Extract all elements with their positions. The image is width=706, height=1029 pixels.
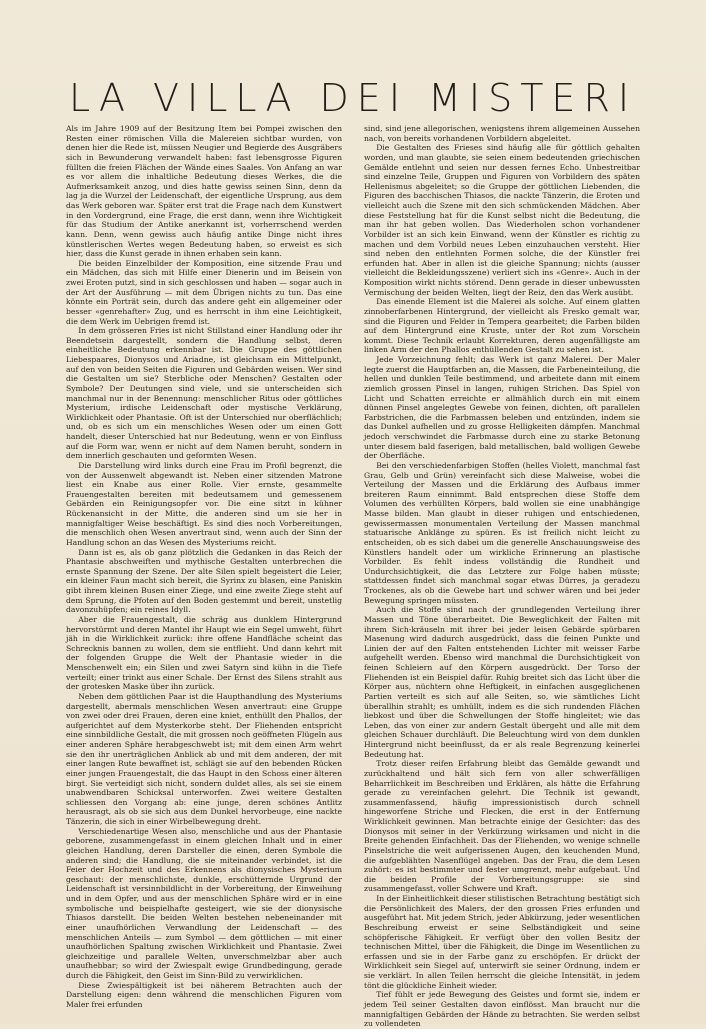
paragraph: Bei den verschiedenfarbigen Stoffen (helles Violett, manchmal fast Grau, Gelb und Grün) vereinfacht sich diese Malweise, wobei die Verteilung der Massen und die Erklärung des Aufbaus immer breiteren Raum einnimmt. Bald entsprechen diese Stoffe dem Volumen des verhüllten Körpers, bald wollen sie eine unabhängige Masse bilden. Man glaubt in dieser ruhigen und entschiedenen, gewissermassen monumentalen Verteilung der Massen manchmal statuarische Anklänge zu spüren. Es ist freilich nicht leicht zu entscheiden, ob es sich dabei um die generelle Anschauungsweise des Künstlers handelt oder um wirkliche Erinnerung an plastische Vorbilder. Es fehlt indess vollständig die Rundheit und Undurchsichtigkeit, die das Letztere zur Folge haben müsste; stattdessen findet sich manchmal sogar etwas Dürres, ja geradezu Trockenes, als ob die Gewebe hart und schwer wären und bei jeder Bewegung springen müssten. bbox=[364, 460, 640, 605]
paragraph: Verschiedenartige Wesen also, menschliche und aus der Phantasie geborene, zusammengefasst in einem gleichen Inhalt und in einer gleichen Handlung, deren Darsteller die einen, deren Symbole die anderen sind; die Handlung, die sie miteinander verbindet, ist die Feier der Hochzeit und des Erkennens als dionysisches Mysterium geschaut: der menschlichste, dunkle, erschütternde Urgrund der Leidenschaft ist versinnbildlicht in der Vorbereitung, der Einweihung und in dem Opfer, und aus der menschlichen Sphäre wird er in eine symbolische und beispielhafte gesteigert, wie sie der dionysische Thiasos darstellt. Die beiden Welten bestehen nebeneinander mit einer unaufhörlichen Verwandlung der Leidenschaft — des menschlichen Anteils — zum Symbol — dem göttlichen — mit einer unaufhörlichen Spaltung zwischen Wirklichkeit und Phantasie. Zwei gleichzeitige und parallele Welten, unverschmelzbar aber auch unaufhebbar; so wird der Zwiespalt ewige Grundbedingung, gerade durch die Fähigkeit, den Geist im Sinn-Bild zu verwirklichen. bbox=[66, 826, 342, 980]
paragraph: Auch die Stoffe sind nach der grundlegenden Verteilung ihrer Massen und Töne überarbeitet. Die Beweglichkeit der Falten mit ihrem Sich-kräuseln mit ihrer bei jeder leisen Gebärde spürbaren Masenung wird dadurch ausgedrückt, dass die feinen Punkte und Linien der auf den Falten entstehenden Lichter mit weisser Farbe aufgehellt werden. Ebenso wird manchmal die Durchsichtigkeit von feinen Schleiern auf den Körpern ausgedrückt. Der Torso der Fliehenden ist ein Beispiel dafür. Ruhig breitet sich das Licht über die Körper aus, nüchtern ohne Heftigkeit, in einfachen ausgeglichenen Partien verteilt es sich auf alle Seiten, so, wie sämtliches Licht überallhin strahlt; es umhüllt, indem es die sich rundenden Flächen liebkost und über die Schwellungen der Stoffe hingleitet; wie das Leben, das von einer zur andern Gestalt übergeht und alle mit dem gleichen Schauer durchläuft. Die Beleuchtung wird von dem dunklen Hintergrund nicht beeinflusst, da er als reale Begrenzung keinerlei Bedeutung hat. bbox=[364, 605, 640, 759]
paragraph: In dem grösseren Fries ist nicht Stillstand einer Handlung oder ihr Beendetsein dargestellt, sondern die Handlung selbst, deren einheitliche Bedeutung erkennbar ist. Die Gruppe des göttlichen Liebespaares, Dionysos und Ariadne, ist gleichsam ein Mittelpunkt, auf den von beiden Seiten die Figuren und Gebärden weisen. Wer sind die Gestalten um sie? Sterbliche oder Menschen? Gestalten oder Symbole? Der Deutungen sind viele, und sie unterscheiden sich manchmal nur in der Benennung: menschlicher Ritus oder göttliches Mysterium, irdische Leidenschaft oder mystische Verklärung, Wirklichkeit oder Phantasie. Oft ist der Unterschied nur oberflächlich; und, ob es sich um ein menschliches Wesen oder um einen Gott handelt, dieser Unterschied hat nur Bedeutung, wenn er von Einfluss auf die Form war, wenn er nicht auf dem Namen beruht, sondern in dem innerlich geschauten und geformten Wesen. bbox=[66, 326, 342, 461]
paragraph: Dann ist es, als ob ganz plötzlich die Gedanken in das Reich der Phantasie abschweiften und mythische Gestalten unterbrechen die ernste Spannung der Szene. Der alte Silen spielt begeistert die Leier, ein kleiner Faun macht sich bereit, die Syrinx zu blasen, eine Paniskin gibt ihrem kleinen Busen einer Ziege, und eine zweite Ziege steht auf dem Sprung, die Pfoten auf den Boden gestemmt und bereit, unstetlig davonzuhüpfen; ein reines Idyll. bbox=[66, 547, 342, 615]
paragraph: Die Darstellung wird links durch eine Frau im Profil begrenzt, die von der Aussenwelt abgewandt ist. Neben einer sitzenden Matrone liest ein Knabe aus einer Rolle. Vier ernste, gesammelte Frauengestalten bereiten mit bedeutsamem und gemessenem Gebärden ein Reinigungsopfer vor. Die eine sitzt in kühner Rückenansicht in der Mitte, die anderen sind um sie her in mannigfaltiger Weise beschäftigt. Es sind dies noch Vorbereitungen, die menschlich ohen Wesen anvertraut sind, wenn auch der Sinn der Handlung schon an das Wesen des Mysteriums reicht. bbox=[66, 460, 342, 547]
paragraph: Jede Vorzeichnung fehlt; das Werk ist ganz Malerei. Der Maler legte zuerst die Hauptfarben an, die Massen, die Farbeneinteilung, die hellen und dunklen Teile bestimmend, und arbeitete dann mit einem ziemlich grossen Pinsel in langen, ruhigen Strichen. Das Spiel von Licht und Schatten erreichte er allmählich durch ein mit einem dünnen Pinsel angelegtes Gewebe von feinen, dichten, oft parallelen Farbstrichen, die die Farbmassen beleben und entzünden, indem sie das Dunkel aufhellen und zu grosse Helligkeiten dämpfen. Manchmal jedoch verschwindet die Farbmasse durch eine zu starke Betonung unter diesem bald faserigen, bald metallischen, bald wolligen Gewebe der Oberfläche. bbox=[364, 355, 640, 461]
paragraph: Die Gestalten des Frieses sind häufig alle für göttlich gehalten worden, und man glaubte, sie seien einem bedeutenden griechischen Gemälde entlehnt und seien nur dessen fernes Echo. Unbestreitbar sind einzelne Teile, Gruppen und Figuren von Vorbildern des späten Hellenismus abgeleitet; so die Gruppe der göttlichen Liebenden, die Figuren des bacchischen Thiasos, die nackte Tänzerin, die Eroten und vielleicht auch die Szene mit den sich schmückenden Mädchen. Aber diese Feststellung hat für die Kunst selbst nicht die Bedeutung, die man ihr hat geben wollen. Das Wiederholen schon vorhandener Vorbilder ist an sich kein Einwand, wenn der Künstler es richtig zu machen und dem Vorbild neues Leben einzuhauchen versteht. Hier sind neben den entlehnten Formen solche, die der Künstler frei erfunden hat. Aber in allen ist die gleiche Spannung; nichts (ausser vielleicht die Bekleidungsszene) verliert sich ins «Genre». Auch in der Komposition wirkt nichts störend. Denn gerade in dieser unbewussten Vermischung der beiden Welten, liegt der Reiz, den das Werk ausübt. bbox=[364, 143, 640, 297]
paragraph: Das einende Element ist die Malerei als solche. Auf einem glatten zinnoberfarbenen Hintergrund, der vielleicht als Fresko gemalt war, sind die Figuren und Felder in Tempera gearbeitet; die Farben bilden auf dem Hintergrund eine Kruste, unter der Rot zum Vorschein kommt. Diese Technik erlaubt Korrekturen, deren augenfälligste am linken Arm der den Phallos enthüllenden Gestalt zu sehen ist. bbox=[364, 297, 640, 355]
left-column bbox=[66, 124, 342, 1009]
paragraph: sind, sind jene allegorischen, wenigstens ihrem allgemeinen Aussehen nach, von bereits vorhandenen Vorbildern abgeleitet. bbox=[364, 124, 640, 143]
article-body bbox=[66, 124, 640, 1029]
paragraph: Diese Zwiespältigkeit ist bei näherem Betrachten auch der Darstellung eigen: denn während die menschlichen Figuren vom Maler frei erfunden bbox=[66, 980, 342, 1009]
paragraph: Die beiden Einzelbilder der Komposition, eine sitzende Frau und ein Mädchen, das sich mit Hilfe einer Dienerin und im Beisein von zwei Eroten putzt, sind in sich geschlossen und haben — sogar auch in der Art der Ausführung — mit dem Übrigen nichts zu tun. Das eine könnte ein Porträt sein, durch das andere geht ein allgemeiner oder besser «genrehafter» Zug, und es herrscht in ihm eine Leichtigkeit, die dem Werk im Uebrigen fremd ist. bbox=[66, 258, 342, 326]
paragraph: Als im Jahre 1909 auf der Besitzung Item bei Pompei zwischen den Resten einer römischen Villa die Malereien sichtbar wurden, von denen hier die Rede ist, müssen Neugier und Begierde des Ausgräbers sich in Bewunderung verwandelt haben: fast lebensgrosse Figuren füllten die freien Flächen der Wände eines Saales. Von Anfang an war es vor allem die inhaltliche Bedeutung dieses Werkes, die die Aufmerksamkeit anzog, und dies hatte gewiss seinen Sinn, denn da lag ja die Wurzel der Leidenschaft, der eigentliche Ursprung, aus dem das Werk geboren war. Später erst trat die Frage nach dem Kunstwert in den Vordergrund, eine Frage, die erst dann, wenn ihre Wichtigkeit für das Studium der Antike anerkannt ist, vorherrschend werden kann. Denn, wenn gewiss auch häufig antike Dinge nicht ihres künstlerischen Wertes wegen Bedeutung haben, so erweist es sich hier, dass die Kunst gerade in ihnen erhaben sein kann. bbox=[66, 124, 342, 259]
paragraph: In der Einheitlichkeit dieser stilistischen Betrachtung bestätigt sich die Persönlichkeit des Malers, der den grossen Fries erfunden und ausgeführt hat. Mit jedem Strich, jeder Abkürzung, jeder wesentlichen Beschreibung erweist er seine Selbständigkeit und seine schöpferische Fähigkeit. Er verfügt über den vollen Besitz der technischen Mittel, über die Fähigkeit, die Dinge im Wesentlichen zu erfassen und sie in der Farbe ganz zu erschöpfen. Er drückt der Wirklichkeit sein Siegel auf, unterwirft sie seiner Ordnung, indem er sie verklärt. In allen Teilen herrscht die gleiche Intensität, in jedem tönt die glückliche Einheit wieder. bbox=[364, 894, 640, 990]
article-title: LA VILLA DEI MISTERI bbox=[68, 76, 638, 120]
paragraph: Aber die Frauengestalt, die schräg aus dunklem Hintergrund hervorstürmt und deren Mantel ihr Haupt wie ein Segel umweht, führt jäh in die Wirklichkeit zurück: ihre offene Handfläche scheint das Schrecknis bannen zu wollen, dem sie entflieht. Und dann kehrt mit der folgenden Gruppe die Welt der Phantasie wieder in die Menschenwelt ein; ein Silen und zwei Satyrn sind kühn in die Tiefe verteilt; einer trinkt aus einer Schale. Der Ernst des Silens strahlt aus der grotesken Maske über ihn zurück. bbox=[66, 614, 342, 692]
paragraph: Neben dem göttlichen Paar ist die Haupthandlung des Mysteriums dargestellt, abermals menschlichen Wesen anvertraut: eine Gruppe von zwei oder drei Frauen, deren eine kniet, enthüllt den Phallos, der aufgerichtet auf dem Mysterkorbe steht. Der Fliehenden entspricht eine sinnbildliche Gestalt, die mit grossen noch geöffneten Flügeln aus einer anderen Sphäre herabgeschwebt ist; mit dem einen Arm wehrt sie den ihr unerträglichen Anblick ab und mit dem anderen, der mit einer langen Rute bewaffnet ist, schlägt sie auf den bebenden Rücken einer jungen Frauengestalt, die das Haupt in den Schoss einer älteren birgt. Sie verteidigt sich nicht, sondern duldet alles, als sei sie einem unabwendbaren Schicksal unterworfen. Zwei weitere Gestalten schliessen den Vorgang ab: eine junge, deren schönes Antlitz herausragt, als ob sie sich aus dem Dunkel hervorbeuge, eine nackte Tänzerin, die sich in einer Wirbelbewegung dreht. bbox=[66, 691, 342, 826]
paragraph: Tief fühlt er jede Bewegung des Geistes und formt sie, indem er jedem Teil seiner Gestalten davon einflösst. Man braucht nur die mannigfaltigen Gebärden der Hände zu betrachten. Sie werden selbst zu vollendeten bbox=[364, 990, 640, 1029]
right-column bbox=[364, 124, 640, 1029]
paragraph: Trotz dieser reifen Erfahrung bleibt das Gemälde gewandt und zurückhaltend und hält sich fern von aller schwerfälligen Beharrlichkeit im Beschreiben und Erklären, als hätte die Erfahrung gerade zu vereinfachen gelehrt. Die Technik ist gewandt, zusammenfassend, häufig impressionistisch durch schnell hingeworfene Striche und Flecken, die erst in der Entfernung Wirklichkeit gewinnen. Man betrachte einige der Gesichter: das des Dionysos mit seiner in der Verkürzung wirksamen und nicht in die Breite gehenden Einfachheit. Das der Fliehenden, wo wenige schnelle Pinselstriche die weit aufgerissenen Augen, den keuchenden Mund, die aufgeblähten Nasenflügel angeben. Das der Frau, die dem Lesen zuhört: es ist bestimmter und fester umgrenzt, mehr aufgebaut. Und die beiden Profile der Vorbereitungsgruppe: sie sind zusammengefasst, voller Schwere und Kraft. bbox=[364, 759, 640, 894]
